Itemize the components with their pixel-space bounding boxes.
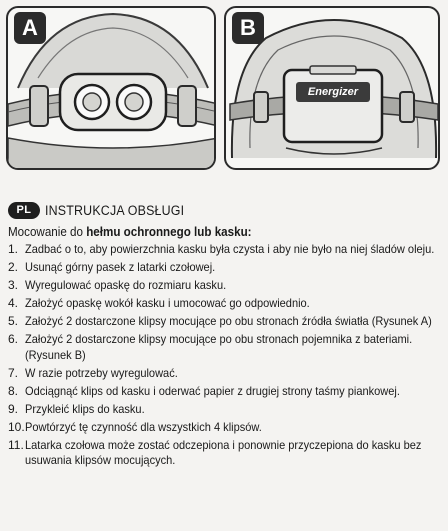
step-number: 5. (8, 314, 19, 328)
step-number: 10. (8, 419, 25, 434)
step-text: Usunąć górny pasek z latarki czołowej. (25, 260, 216, 274)
instructions-heading (8, 200, 440, 220)
instructions-intro (8, 224, 410, 240)
step-number: 1. (8, 242, 19, 256)
intro-prefix: Mocowanie do (8, 225, 87, 239)
step-text: Zadbać o to, aby powierzchnia kasku była czysta i aby nie było na niej śladów oleju. (25, 242, 435, 256)
step-text: W razie potrzeby wyregulować. (25, 365, 178, 380)
figure-b-panel (224, 6, 440, 170)
figure-a-panel (6, 6, 216, 170)
step-text: Latarka czołowa może zostać odczepiona i ponownie przyczepiona do kasku bez usuwania klipsów mocujących. (25, 437, 422, 467)
step-text: Założyć opaskę wokół kasku i umocować go odpowiednio. (25, 296, 310, 310)
step-text: Założyć 2 dostarczone klipsy mocujące po obu stronach pojemnika z bateriami. (Rysunek B) (25, 332, 413, 362)
step-item (8, 438, 440, 469)
figure-b-brand-logo: Energizer (307, 86, 359, 98)
step-number: 3. (8, 278, 19, 292)
instructions-title: INSTRUKCJA OBSŁUGI (45, 202, 185, 218)
step-text: Powtórzyć tę czynność dla wszystkich 4 klipsów. (25, 419, 262, 434)
step-item (8, 402, 440, 418)
step-item (8, 278, 440, 294)
step-item (8, 314, 440, 330)
instructions-section (8, 200, 440, 471)
step-text: Założyć 2 dostarczone klipsy mocujące po obu stronach źródła światła (Rysunek A) (25, 314, 432, 328)
step-item (8, 260, 440, 276)
step-item (8, 384, 440, 400)
step-text: Wyregulować opaskę do rozmiaru kasku. (25, 278, 227, 292)
step-text: Przykleić klips do kasku. (25, 401, 145, 416)
step-number: 7. (8, 365, 19, 380)
step-item (8, 366, 440, 382)
step-number: 2. (8, 260, 19, 274)
step-number: 11. (8, 437, 24, 452)
intro-bold: hełmu ochronnego lub kasku: (86, 225, 252, 239)
step-text: Odciągnąć klips od kasku i oderwać papier z drugiej strony taśmy piankowej. (25, 383, 400, 398)
step-number: 6. (8, 332, 19, 346)
step-item (8, 242, 440, 258)
figure-b-label: B (232, 12, 264, 44)
step-number: 9. (8, 401, 19, 416)
step-item (8, 332, 440, 363)
figure-a-label: A (14, 12, 46, 44)
step-item (8, 296, 440, 312)
step-number: 8. (8, 383, 19, 398)
step-item (8, 420, 440, 436)
language-badge: PL (8, 202, 40, 219)
steps-list (8, 242, 440, 469)
step-number: 4. (8, 296, 19, 310)
